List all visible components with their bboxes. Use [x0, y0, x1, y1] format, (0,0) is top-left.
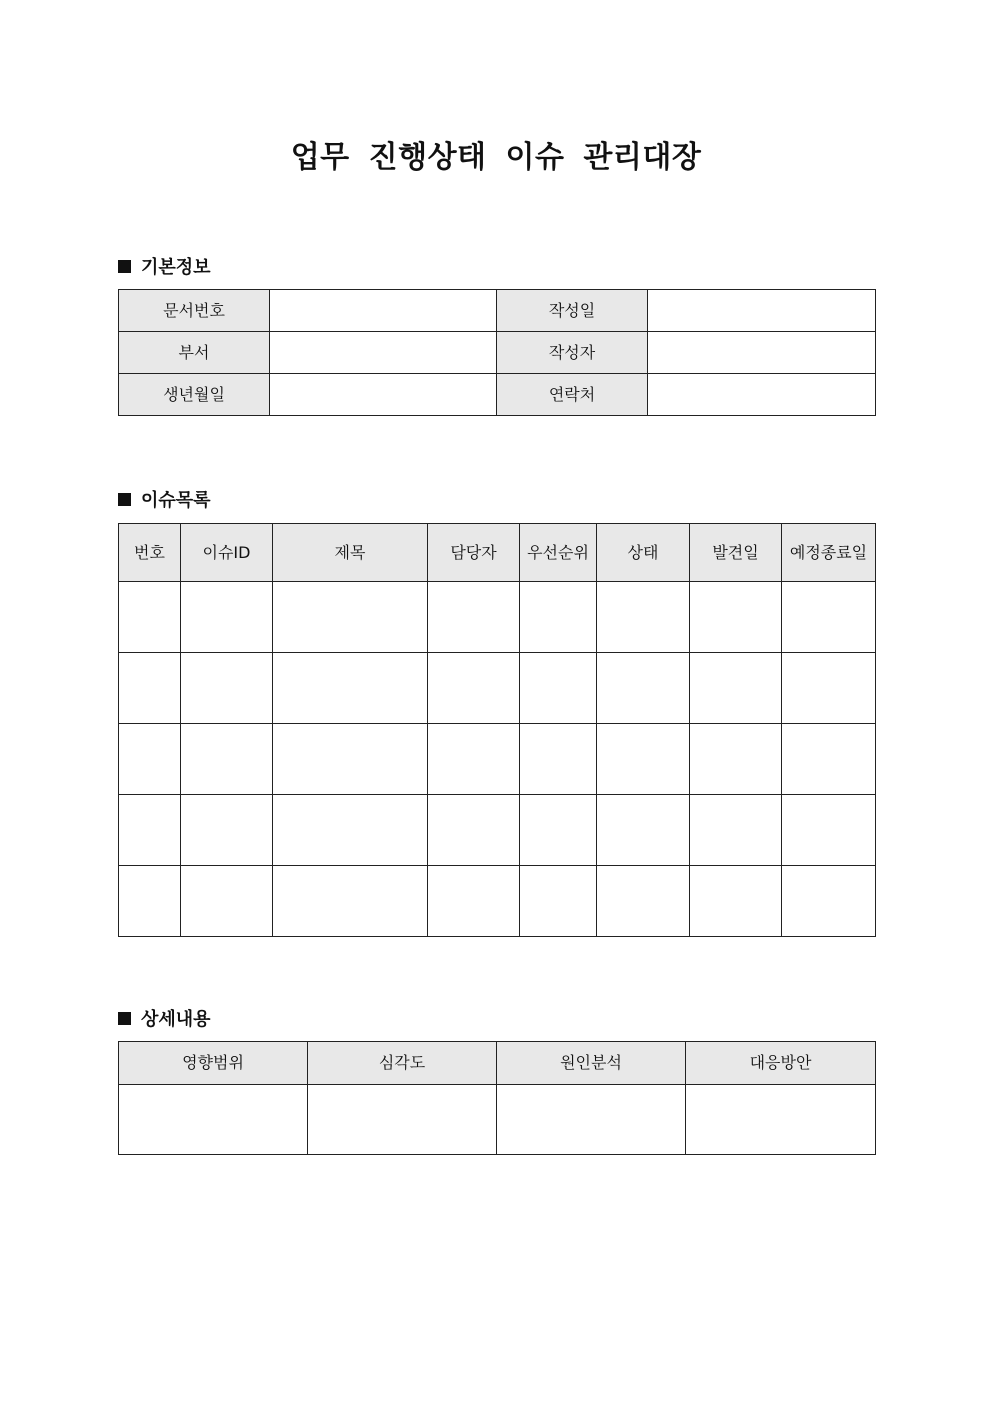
field-contact[interactable]	[648, 374, 876, 416]
basic-info-table	[118, 289, 876, 416]
table-cell[interactable]	[428, 724, 520, 795]
table-cell[interactable]	[782, 582, 876, 653]
section-heading-details	[118, 1005, 211, 1031]
table-cell[interactable]	[690, 582, 782, 653]
table-cell[interactable]	[308, 1085, 497, 1155]
section-heading-label: 이슈목록	[141, 490, 211, 511]
table-row	[119, 724, 876, 795]
section-heading-issue-list	[118, 486, 211, 512]
column-header-number: 번호	[119, 524, 181, 582]
column-header-found-date: 발견일	[690, 524, 782, 582]
table-cell[interactable]	[428, 866, 520, 937]
table-cell[interactable]	[273, 724, 428, 795]
table-cell[interactable]	[597, 653, 690, 724]
table-cell[interactable]	[686, 1085, 876, 1155]
table-cell[interactable]	[782, 653, 876, 724]
table-cell[interactable]	[520, 653, 597, 724]
table-row	[119, 795, 876, 866]
table-cell[interactable]	[597, 866, 690, 937]
column-header-title: 제목	[273, 524, 428, 582]
table-row	[119, 866, 876, 937]
issue-list-table	[118, 523, 876, 937]
table-cell[interactable]	[520, 582, 597, 653]
table-cell[interactable]	[119, 795, 181, 866]
field-created-date[interactable]	[648, 290, 876, 332]
table-cell[interactable]	[597, 582, 690, 653]
table-cell[interactable]	[782, 724, 876, 795]
field-department[interactable]	[270, 332, 497, 374]
table-cell[interactable]	[273, 653, 428, 724]
table-cell[interactable]	[428, 582, 520, 653]
table-cell[interactable]	[273, 866, 428, 937]
label-contact: 연락처	[497, 374, 648, 416]
column-header-root-cause: 원인분석	[497, 1042, 686, 1085]
label-document-number: 문서번호	[119, 290, 270, 332]
table-row	[119, 290, 876, 332]
table-cell[interactable]	[273, 582, 428, 653]
field-birthdate[interactable]	[270, 374, 497, 416]
label-author: 작성자	[497, 332, 648, 374]
table-row	[119, 332, 876, 374]
column-header-assignee: 담당자	[428, 524, 520, 582]
table-cell[interactable]	[597, 724, 690, 795]
table-cell[interactable]	[690, 795, 782, 866]
column-header-issue-id: 이슈ID	[181, 524, 273, 582]
table-cell[interactable]	[181, 866, 273, 937]
field-document-number[interactable]	[270, 290, 497, 332]
column-header-impact-scope: 영향범위	[119, 1042, 308, 1085]
column-header-status: 상태	[597, 524, 690, 582]
table-cell[interactable]	[119, 582, 181, 653]
square-bullet-icon	[118, 260, 131, 273]
table-cell[interactable]	[597, 795, 690, 866]
section-heading-label: 상세내용	[141, 1009, 211, 1030]
field-author[interactable]	[648, 332, 876, 374]
section-heading-basic-info	[118, 253, 211, 279]
table-cell[interactable]	[690, 653, 782, 724]
table-row	[119, 582, 876, 653]
table-cell[interactable]	[520, 866, 597, 937]
column-header-priority: 우선순위	[520, 524, 597, 582]
section-heading-label: 기본정보	[141, 257, 211, 278]
column-header-severity: 심각도	[308, 1042, 497, 1085]
table-cell[interactable]	[119, 724, 181, 795]
table-row	[119, 653, 876, 724]
page-title: 업무 진행상태 이슈 관리대장	[290, 140, 702, 175]
table-cell[interactable]	[119, 866, 181, 937]
table-cell[interactable]	[428, 653, 520, 724]
table-cell[interactable]	[428, 795, 520, 866]
table-header-row	[119, 524, 876, 582]
table-cell[interactable]	[119, 1085, 308, 1155]
table-cell[interactable]	[181, 724, 273, 795]
table-cell[interactable]	[690, 866, 782, 937]
table-cell[interactable]	[181, 795, 273, 866]
table-cell[interactable]	[497, 1085, 686, 1155]
table-cell[interactable]	[181, 653, 273, 724]
table-cell[interactable]	[119, 653, 181, 724]
square-bullet-icon	[118, 493, 131, 506]
label-birthdate: 생년월일	[119, 374, 270, 416]
column-header-response-plan: 대응방안	[686, 1042, 876, 1085]
table-row	[119, 1085, 876, 1155]
table-cell[interactable]	[273, 795, 428, 866]
label-created-date: 작성일	[497, 290, 648, 332]
table-cell[interactable]	[520, 795, 597, 866]
column-header-due-date: 예정종료일	[782, 524, 876, 582]
table-cell[interactable]	[782, 795, 876, 866]
square-bullet-icon	[118, 1012, 131, 1025]
table-cell[interactable]	[520, 724, 597, 795]
details-table	[118, 1041, 876, 1155]
table-cell[interactable]	[690, 724, 782, 795]
table-cell[interactable]	[782, 866, 876, 937]
table-cell[interactable]	[181, 582, 273, 653]
label-department: 부서	[119, 332, 270, 374]
table-header-row	[119, 1042, 876, 1085]
table-row	[119, 374, 876, 416]
